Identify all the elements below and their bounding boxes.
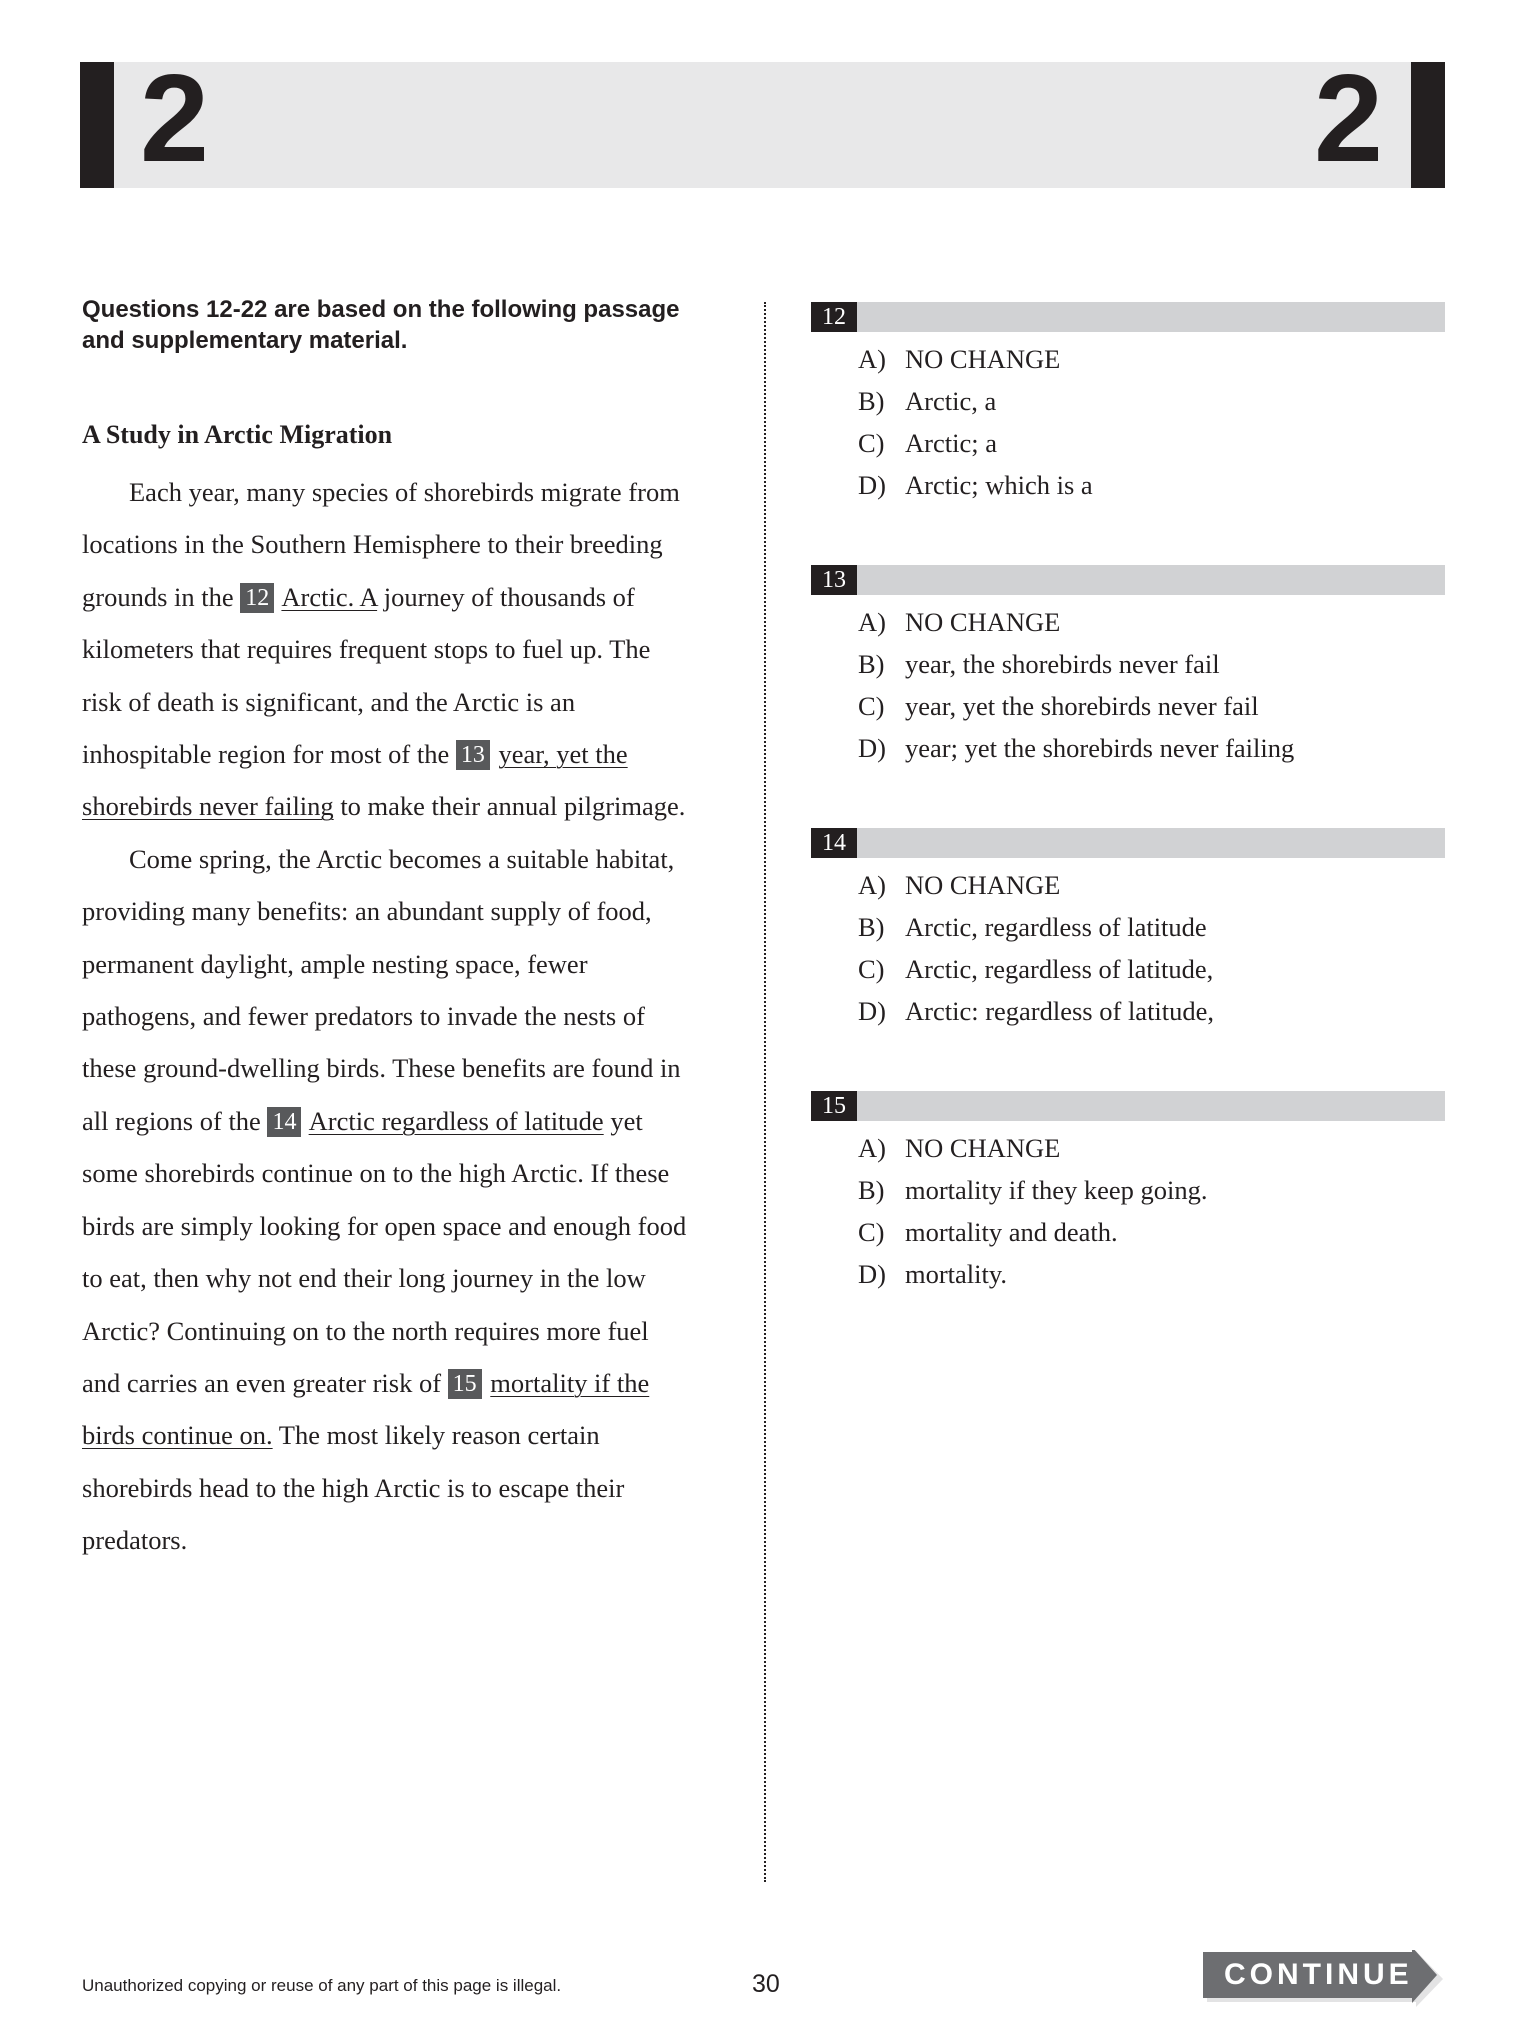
continue-label: CONTINUE (1224, 1958, 1413, 1991)
question-bar (811, 828, 1445, 858)
answer-choices (858, 338, 1445, 506)
choice-text: NO CHANGE (905, 607, 1061, 637)
passage-line: shorebirds head to the high Arctic is to escape their (82, 1472, 625, 1503)
choice-text: NO CHANGE (905, 1133, 1061, 1163)
choice-text: Arctic, regardless of latitude, (905, 954, 1214, 984)
answer-choice-d[interactable] (858, 1253, 1445, 1295)
answer-choice-c[interactable] (858, 1211, 1445, 1253)
choice-letter: B) (858, 649, 885, 679)
choice-text: Arctic; which is a (905, 470, 1093, 500)
choice-text: year, the shorebirds never fail (905, 649, 1220, 679)
passage-line: some shorebirds continue on to the high Arctic. If these (82, 1158, 670, 1189)
passage-line: Come spring, the Arctic becomes a suitable habitat, (129, 843, 675, 874)
answer-choice-b[interactable] (858, 906, 1445, 948)
passage-body (82, 466, 732, 1567)
choice-letter: A) (858, 870, 886, 900)
answer-choice-a[interactable] (858, 338, 1445, 380)
choice-text: Arctic, regardless of latitude (905, 912, 1207, 942)
column-divider (764, 302, 766, 1882)
passage-line: these ground-dwelling birds. These benefits are found in (82, 1053, 681, 1084)
passage-line: permanent daylight, ample nesting space, fewer (82, 948, 588, 979)
answer-choice-c[interactable] (858, 948, 1445, 990)
passage-line: The most likely reason certain (278, 1420, 600, 1451)
choice-letter: B) (858, 1175, 885, 1205)
choice-text: year, yet the shorebirds never fail (905, 691, 1259, 721)
passage-line: yet (610, 1105, 643, 1136)
passage-line: to eat, then why not end their long journey in the low (82, 1263, 646, 1294)
copyright-notice: Unauthorized copying or reuse of any part of this page is illegal. (82, 1976, 562, 1995)
question-14 (811, 828, 1445, 1032)
choice-text: Arctic, a (905, 386, 997, 416)
question-marker-13[interactable]: 13 (456, 740, 490, 770)
choice-letter: A) (858, 344, 886, 374)
passage-line: predators. (82, 1525, 188, 1556)
question-number: 13 (811, 565, 857, 595)
answer-choices (858, 601, 1445, 769)
choice-letter: D) (858, 996, 886, 1026)
answer-choice-a[interactable] (858, 601, 1445, 643)
passage-line: Arctic? Continuing on to the north requires more fuel (82, 1315, 649, 1346)
paragraph-2 (82, 833, 732, 1567)
choice-letter: B) (858, 912, 885, 942)
passage-line: to make their annual pilgrimage. (340, 791, 686, 822)
question-bar (811, 565, 1445, 595)
continue-button[interactable] (1203, 1950, 1443, 2008)
section-number-right: 2 (1314, 50, 1383, 188)
passage-line: providing many benefits: an abundant supply of food, (82, 896, 652, 927)
question-marker-14[interactable]: 14 (267, 1107, 301, 1137)
question-number: 12 (811, 302, 857, 332)
choice-letter: B) (858, 386, 885, 416)
passage-line: grounds in the (82, 581, 234, 612)
answer-choice-d[interactable] (858, 990, 1445, 1032)
answer-choice-a[interactable] (858, 864, 1445, 906)
choice-text: mortality and death. (905, 1217, 1118, 1247)
answer-choices (858, 1127, 1445, 1295)
choice-letter: D) (858, 470, 886, 500)
choice-letter: D) (858, 1259, 886, 1289)
passage-line: birds are simply looking for open space and enough food (82, 1210, 687, 1241)
choice-letter: D) (858, 733, 886, 763)
choice-letter: A) (858, 607, 886, 637)
question-number: 15 (811, 1091, 857, 1121)
passage-line: all regions of the (82, 1105, 261, 1136)
passage-line: journey of thousands of (383, 581, 635, 612)
question-13 (811, 565, 1445, 769)
answer-choice-b[interactable] (858, 643, 1445, 685)
underlined-text-14[interactable]: Arctic regardless of latitude (308, 1105, 604, 1136)
choice-text: Arctic; a (905, 428, 997, 458)
answer-choice-c[interactable] (858, 422, 1445, 464)
section-header (80, 50, 1445, 188)
answer-choice-b[interactable] (858, 1169, 1445, 1211)
answer-choice-a[interactable] (858, 1127, 1445, 1169)
choice-text: NO CHANGE (905, 344, 1061, 374)
question-15 (811, 1091, 1445, 1295)
passage-line: Each year, many species of shorebirds migrate from (129, 477, 680, 507)
answer-choice-d[interactable] (858, 727, 1445, 769)
passage-line: kilometers that requires frequent stops to fuel up. The (82, 634, 651, 665)
underlined-text-13-cont[interactable]: shorebirds never failing (82, 791, 334, 822)
underlined-text-15-cont[interactable]: birds continue on. (82, 1420, 273, 1451)
underlined-text-13[interactable]: year, yet the (498, 739, 628, 770)
choice-text: mortality. (905, 1259, 1008, 1289)
passage-line: risk of death is significant, and the Arctic is an (82, 686, 576, 717)
choice-letter: C) (858, 691, 885, 721)
choice-letter: C) (858, 954, 885, 984)
passage-line: and carries an even greater risk of (82, 1367, 442, 1398)
passage-line: inhospitable region for most of the (82, 739, 450, 770)
question-marker-15[interactable]: 15 (448, 1369, 482, 1399)
choice-letter: A) (858, 1133, 886, 1163)
underlined-text-12[interactable]: Arctic. A (281, 581, 378, 612)
section-number-left: 2 (140, 50, 209, 188)
answer-choices (858, 864, 1445, 1032)
choice-text: year; yet the shorebirds never failing (905, 733, 1295, 763)
answer-choice-c[interactable] (858, 685, 1445, 727)
question-number: 14 (811, 828, 857, 858)
question-marker-12[interactable]: 12 (240, 583, 274, 613)
choice-text: mortality if they keep going. (905, 1175, 1208, 1205)
question-bar (811, 302, 1445, 332)
header-bar-right (1411, 62, 1445, 188)
answer-choice-d[interactable] (858, 464, 1445, 506)
header-bar-left (80, 62, 114, 188)
passage-intro: Questions 12-22 are based on the following passage and supplementary material. (82, 296, 680, 354)
passage-line: pathogens, and fewer predators to invade the nests of (82, 1001, 645, 1032)
paragraph-1 (82, 466, 732, 833)
passage-title: A Study in Arctic Migration (82, 420, 393, 449)
choice-letter: C) (858, 1217, 885, 1247)
passage-line: locations in the Southern Hemisphere to their breeding (82, 529, 663, 560)
page-number: 30 (752, 1970, 780, 1998)
choice-letter: C) (858, 428, 885, 458)
choice-text: Arctic: regardless of latitude, (905, 996, 1215, 1026)
question-bar (811, 1091, 1445, 1121)
answer-choice-b[interactable] (858, 380, 1445, 422)
question-12 (811, 302, 1445, 506)
choice-text: NO CHANGE (905, 870, 1061, 900)
underlined-text-15[interactable]: mortality if the (490, 1367, 650, 1398)
